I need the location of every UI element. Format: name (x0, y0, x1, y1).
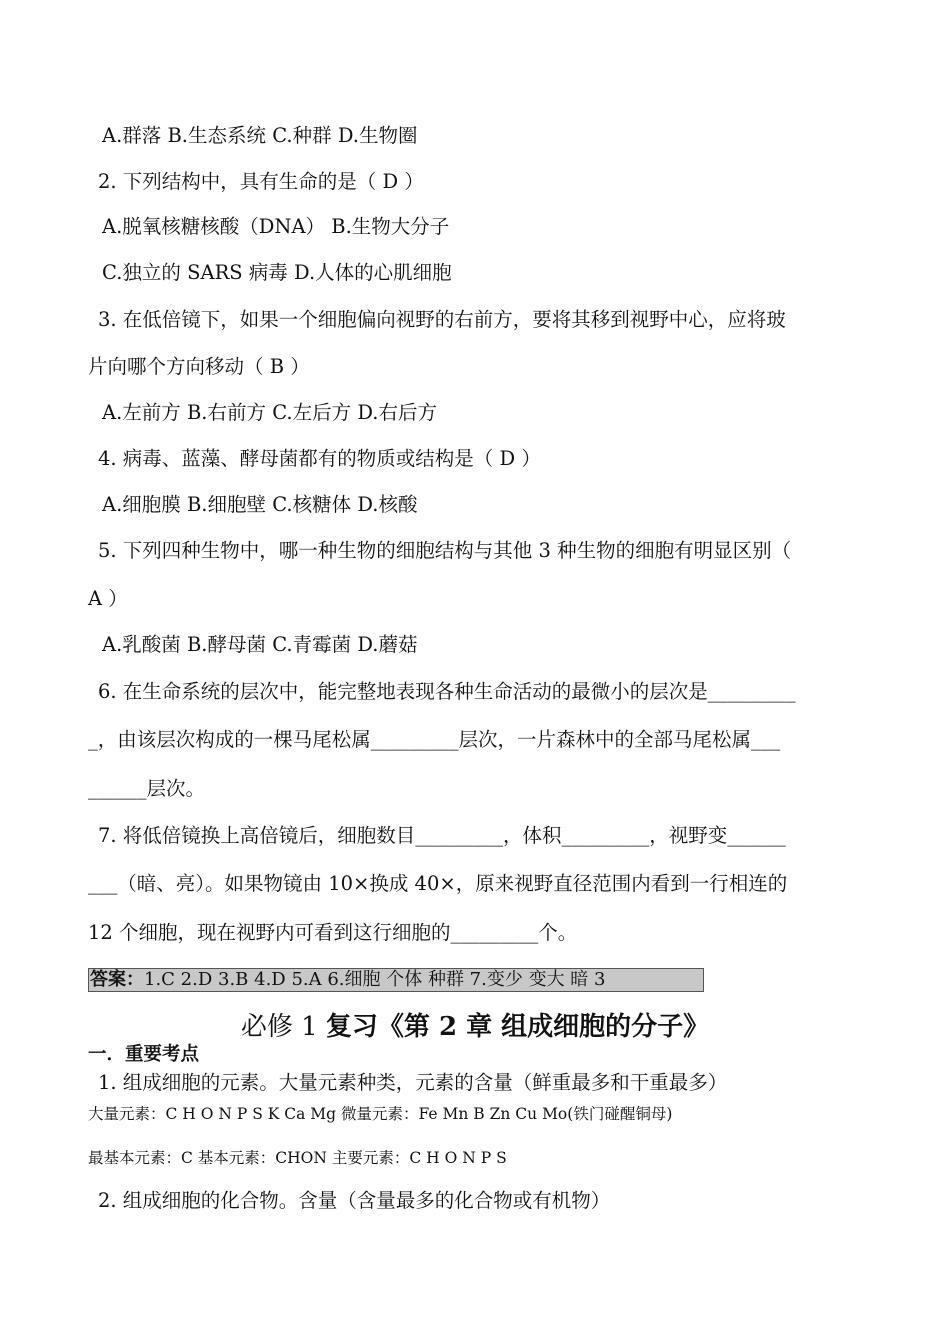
q5-stem-line2: A ） (88, 587, 128, 610)
q6-stem-line2: _，由该层次构成的一棵马尾松属_________层次，一片森林中的全部马尾松属___ (88, 728, 781, 751)
q5-stem-line1: 5. 下列四种生物中，哪一种生物的细胞结构与其他 3 种生物的细胞有明显区别（ (98, 539, 792, 562)
key-point-1: 1. 组成细胞的元素。大量元素种类，元素的含量（鲜重最多和干重最多） (98, 1071, 728, 1094)
key-point-1-elements: 大量元素：C H O N P S K Ca Mg 微量元素：Fe Mn B Zn Cu Mo(铁门碰醒铜母) (88, 1105, 673, 1123)
q5-options: A.乳酸菌 B.酵母菌 C.青霉菌 D.蘑菇 (102, 633, 418, 656)
answer-key (88, 968, 704, 992)
answer-text: 1.C 2.D 3.B 4.D 5.A 6.细胞 个体 种群 7.变少 变大 暗 3 (144, 969, 606, 990)
key-point-1-basic-elements: 最基本元素：C 基本元素：CHON 主要元素：C H O N P S (88, 1149, 507, 1167)
chapter-title (0, 1010, 950, 1044)
q3-stem-line1: 3. 在低倍镜下，如果一个细胞偏向视野的右前方，要将其移到视野中心，应将玻 (98, 308, 786, 331)
q6-stem-line3: ______层次。 (88, 777, 206, 800)
chapter-title-prefix: 必修 1 (240, 1012, 326, 1042)
q2-options-ab: A.脱氧核糖核酸（DNA） B.生物大分子 (102, 215, 450, 238)
key-point-2: 2. 组成细胞的化合物。含量（含量最多的化合物或有机物） (98, 1189, 611, 1212)
q7-stem-line1: 7. 将低倍镜换上高倍镜后，细胞数目_________，体积_________，视野变______ (98, 824, 786, 847)
q7-stem-line2: ___（暗、亮）。如果物镜由 10×换成 40×，原来视野直径范围内看到一行相连的 (88, 872, 788, 895)
q2-stem: 2. 下列结构中，具有生命的是（ D ） (98, 170, 424, 193)
q3-options: A.左前方 B.右前方 C.左后方 D.右后方 (102, 401, 437, 424)
q4-options: A.细胞膜 B.细胞壁 C.核糖体 D.核酸 (102, 493, 418, 516)
q4-stem: 4. 病毒、蓝藻、酵母菌都有的物质或结构是（ D ） (98, 447, 541, 470)
chapter-title-main: 复习《第 2 章 组成细胞的分子》 (325, 1012, 710, 1042)
answer-label: 答案： (90, 969, 144, 990)
q3-stem-line2: 片向哪个方向移动（ B ） (88, 355, 310, 378)
q1-options: A.群落 B.生态系统 C.种群 D.生物圈 (102, 124, 418, 147)
q6-stem-line1: 6. 在生命系统的层次中，能完整地表现各种生命活动的最微小的层次是_________ (98, 680, 796, 703)
q7-stem-line3: 12 个细胞，现在视野内可看到这行细胞的_________个。 (88, 921, 578, 944)
q2-options-cd: C.独立的 SARS 病毒 D.人体的心肌细胞 (102, 261, 452, 284)
section-heading: 一．重要考点 (88, 1044, 200, 1065)
